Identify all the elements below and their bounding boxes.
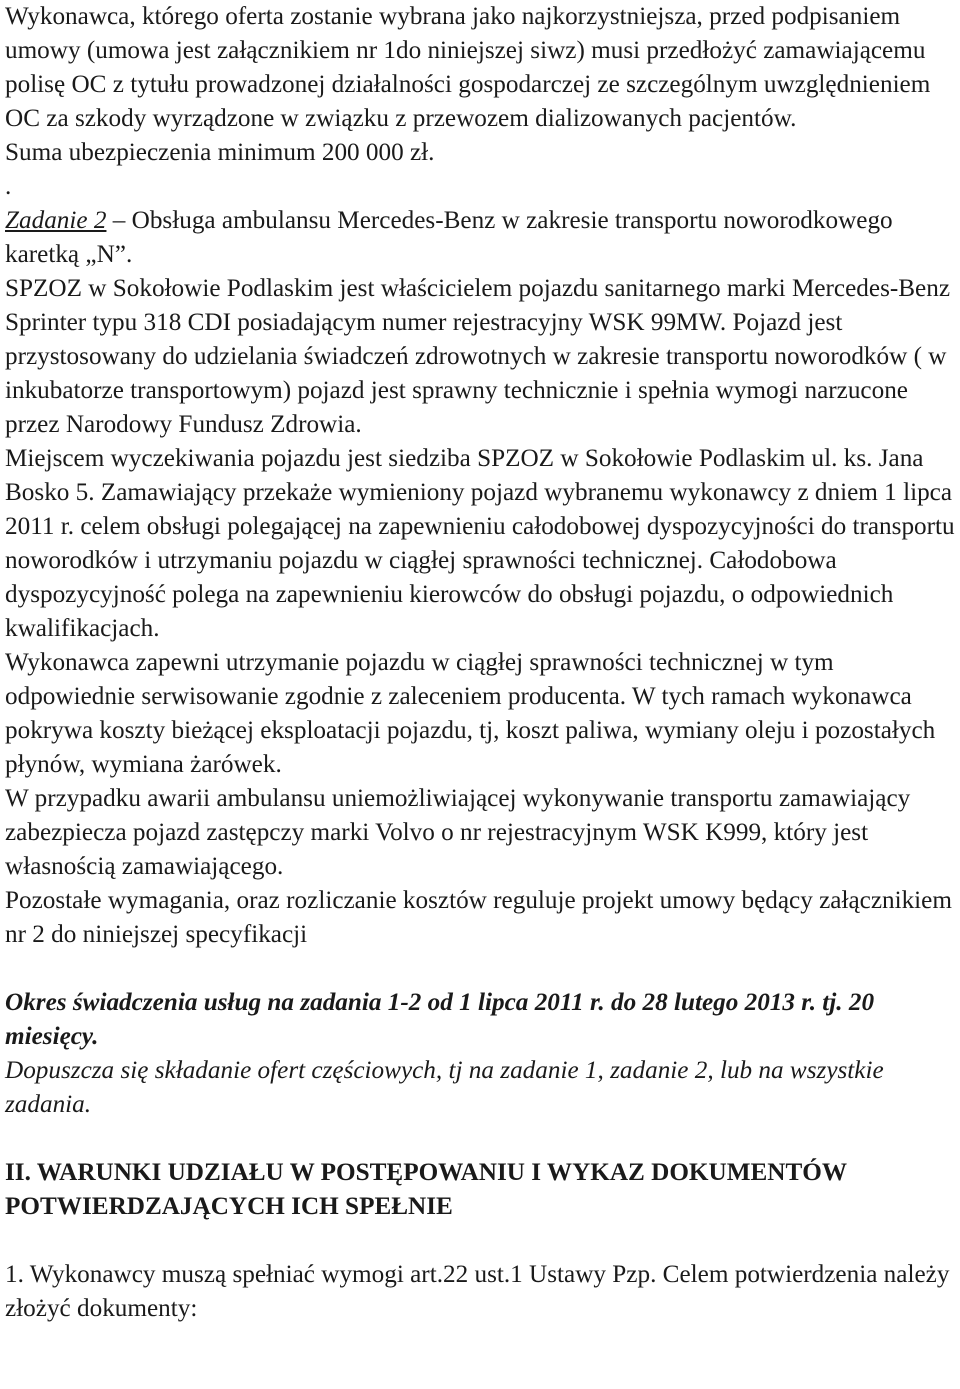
intro-paragraph: Wykonawca, którego oferta zostanie wybrana jako najkorzystniejsza, przed podpisaniem umowy (umowa jest załącznikiem nr 1do niniejszej siwz) musi przedłożyć zamawiającemu polisę OC z tytułu prowadzonej działalności gospodarczej ze szczególnym uwzględnieniem OC za szkody wyrządzone w związku z przewozem dializowanych pacjentów. bbox=[5, 3, 931, 132]
task2-title bbox=[5, 204, 956, 272]
service-period: Okres świadczenia usług na zadania 1-2 od 1 lipca 2011 r. do 28 lutego 2013 r. tj. 20 miesięcy. bbox=[5, 989, 875, 1050]
spacer bbox=[5, 1224, 956, 1258]
partial-offers-note: Dopuszcza się składanie ofert częściowych, tj na zadanie 1, zadanie 2, lub na wszystkie zadania. bbox=[5, 1057, 884, 1118]
task2-breakdown-paragraph: W przypadku awarii ambulansu uniemożliwiającej wykonywanie transportu zamawiający zabezpiecza pojazd zastępczy marki Volvo o nr rejestracyjnym WSK K999, który jest własnością zamawiającego. bbox=[5, 785, 911, 880]
separator-dot: . bbox=[5, 173, 12, 200]
insurance-sum: Suma ubezpieczenia minimum 200 000 zł. bbox=[5, 139, 435, 166]
task2-vehicle-paragraph: SPZOZ w Sokołowie Podlaskim jest właścicielem pojazdu sanitarnego marki Mercedes-Benz Sprinter typu 318 CDI posiadającym numer rejestracyjny WSK 99MW. Pojazd jest przystosowany do udzielania świadczeń zdrowotnych w zakresie transportu noworodków ( w inkubatorze transportowym) pojazd jest sprawny technicznie i spełnia wymogi narzucone przez Narodowy Fundusz Zdrowia. bbox=[5, 275, 951, 438]
task2-maintenance-paragraph: Wykonawca zapewni utrzymanie pojazdu w ciągłej sprawności technicznej w tym odpowiednie serwisowanie zgodnie z zaleceniem producenta. W tych ramach wykonawca pokrywa koszty bieżącej eksploatacji pojazdu, tj, koszt paliwa, wymiany oleju i pozostałych płynów, wymiana żarówek. bbox=[5, 649, 936, 778]
task2-label: Zadanie 2 bbox=[5, 207, 107, 234]
task2-other-paragraph: Pozostałe wymagania, oraz rozliczanie kosztów reguluje projekt umowy będący załącznikiem nr 2 do niniejszej specyfikacji bbox=[5, 887, 952, 948]
section-2-heading: II. WARUNKI UDZIAŁU W POSTĘPOWANIU I WYKAZ DOKUMENTÓW POTWIERDZAJĄCYCH ICH SPEŁNIE bbox=[5, 1159, 847, 1220]
task2-title-text: – Obsługa ambulansu Mercedes-Benz w zakresie transportu noworodkowego karetką „N”. bbox=[5, 207, 893, 268]
task2-location-paragraph: Miejscem wyczekiwania pojazdu jest siedziba SPZOZ w Sokołowie Podlaskim ul. ks. Jana Bosko 5. Zamawiający przekaże wymieniony pojazd wybranemu wykonawcy z dniem 1 lipca 2011 r. celem obsługi polegającej na zapewnieniu całodobowej dyspozycyjności do transportu noworodków i utrzymaniu pojazdu w ciągłej sprawności technicznej. Całodobowa dyspozycyjność polega na zapewnieniu kierowców do obsługi pojazdu, o odpowiednich kwalifikacjach. bbox=[5, 445, 955, 642]
spacer bbox=[5, 952, 956, 986]
spacer bbox=[5, 1122, 956, 1156]
section-2-item-1: 1. Wykonawcy muszą spełniać wymogi art.22 ust.1 Ustawy Pzp. Celem potwierdzenia należy złożyć dokumenty: bbox=[5, 1261, 950, 1322]
